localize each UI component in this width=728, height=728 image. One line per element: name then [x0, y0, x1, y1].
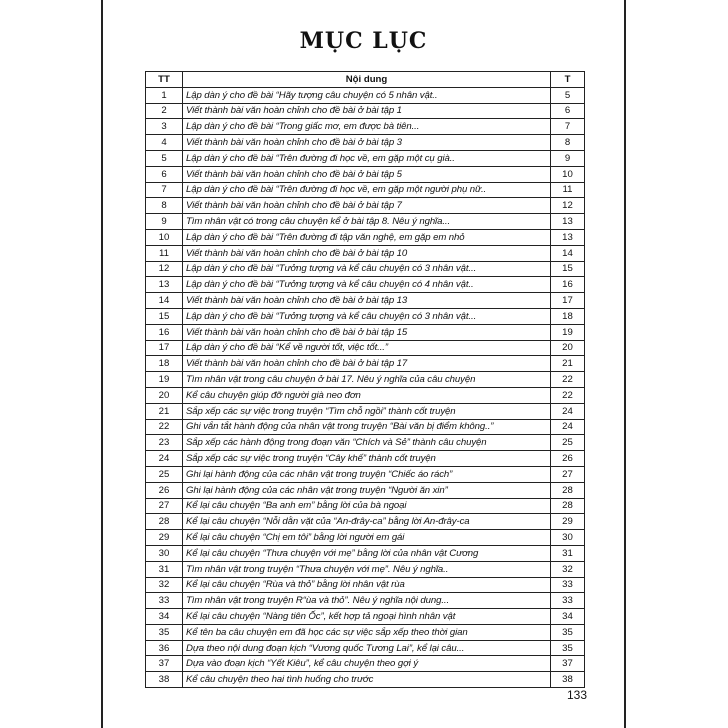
- row-page: 24: [551, 419, 585, 435]
- row-page: 31: [551, 545, 585, 561]
- row-page: 21: [551, 356, 585, 372]
- row-page: 19: [551, 324, 585, 340]
- row-content: Sắp xếp các sự việc trong truyện “Tìm chỗ ngồi” thành cốt truyện: [183, 403, 551, 419]
- row-page: 18: [551, 308, 585, 324]
- row-page: 22: [551, 372, 585, 388]
- row-number: 11: [146, 245, 183, 261]
- row-number: 4: [146, 135, 183, 151]
- row-number: 13: [146, 277, 183, 293]
- row-number: 32: [146, 577, 183, 593]
- row-page: 7: [551, 119, 585, 135]
- row-page: 8: [551, 135, 585, 151]
- header-content: Nội dung: [183, 72, 551, 88]
- row-content: Lập dàn ý cho đề bài “Trong giấc mơ, em được bà tiên...: [183, 119, 551, 135]
- row-number: 21: [146, 403, 183, 419]
- row-page: 33: [551, 577, 585, 593]
- row-content: Lập dàn ý cho đề bài “Hãy tượng câu chuyện có 5 nhân vật..: [183, 87, 551, 103]
- row-content: Tìm nhân vật có trong câu chuyện kể ở bài tập 8. Nêu ý nghĩa...: [183, 214, 551, 230]
- row-number: 8: [146, 198, 183, 214]
- row-page: 38: [551, 672, 585, 688]
- table-row: [146, 261, 585, 277]
- row-number: 22: [146, 419, 183, 435]
- row-content: Lập dàn ý cho đề bài “Kể về người tốt, việc tốt...”: [183, 340, 551, 356]
- row-number: 28: [146, 514, 183, 530]
- row-number: 19: [146, 372, 183, 388]
- row-page: 10: [551, 166, 585, 182]
- table-row: [146, 403, 585, 419]
- row-content: Dựa vào đoạn kịch “Yết Kiêu”, kể câu chuyện theo gợi ý: [183, 656, 551, 672]
- row-number: 12: [146, 261, 183, 277]
- row-page: 35: [551, 624, 585, 640]
- row-page: 16: [551, 277, 585, 293]
- table-row: [146, 482, 585, 498]
- row-page: 15: [551, 261, 585, 277]
- row-number: 34: [146, 609, 183, 625]
- row-number: 31: [146, 561, 183, 577]
- table-row: [146, 166, 585, 182]
- table-row: [146, 656, 585, 672]
- row-page: 25: [551, 435, 585, 451]
- row-page: 5: [551, 87, 585, 103]
- header-page: T: [551, 72, 585, 88]
- row-content: Sắp xếp các sự việc trong truyện “Cây khế” thành cốt truyện: [183, 451, 551, 467]
- row-number: 37: [146, 656, 183, 672]
- table-row: [146, 87, 585, 103]
- row-number: 30: [146, 545, 183, 561]
- row-number: 17: [146, 340, 183, 356]
- table-row: [146, 451, 585, 467]
- row-content: Tìm nhân vật trong câu chuyện ở bài 17. Nêu ý nghĩa của câu chuyện: [183, 372, 551, 388]
- table-body: [146, 87, 585, 687]
- row-page: 17: [551, 293, 585, 309]
- row-content: Ghi lại hành động của các nhân vật trong truyện “Người ăn xin”: [183, 482, 551, 498]
- row-page: 32: [551, 561, 585, 577]
- row-content: Tìm nhân vật trong truyện R“ùa và thỏ”. Nêu ý nghĩa nội dung...: [183, 593, 551, 609]
- row-content: Ghi vắn tắt hành động của nhân vật trong truyện “Bài văn bị điểm không..”: [183, 419, 551, 435]
- row-content: Viết thành bài văn hoàn chỉnh cho đề bài ở bài tập 3: [183, 135, 551, 151]
- row-number: 38: [146, 672, 183, 688]
- table-row: [146, 340, 585, 356]
- row-number: 15: [146, 308, 183, 324]
- row-content: Viết thành bài văn hoàn chỉnh cho đề bài ở bài tập 5: [183, 166, 551, 182]
- row-page: 33: [551, 593, 585, 609]
- row-number: 25: [146, 466, 183, 482]
- row-page: 30: [551, 530, 585, 546]
- table-row: [146, 293, 585, 309]
- table-row: [146, 640, 585, 656]
- row-number: 10: [146, 229, 183, 245]
- row-page: 13: [551, 214, 585, 230]
- row-number: 14: [146, 293, 183, 309]
- row-number: 16: [146, 324, 183, 340]
- row-page: 11: [551, 182, 585, 198]
- row-content: Lập dàn ý cho đề bài “Tưởng tượng và kể câu chuyện có 4 nhân vật..: [183, 277, 551, 293]
- row-page: 14: [551, 245, 585, 261]
- row-number: 29: [146, 530, 183, 546]
- table-row: [146, 119, 585, 135]
- table-row: [146, 277, 585, 293]
- row-number: 26: [146, 482, 183, 498]
- row-content: Kể câu chuyện giúp đỡ người già neo đơn: [183, 387, 551, 403]
- table-row: [146, 150, 585, 166]
- table-row: [146, 103, 585, 119]
- row-page: 9: [551, 150, 585, 166]
- table-row: [146, 135, 585, 151]
- row-page: 12: [551, 198, 585, 214]
- row-content: Lập dàn ý cho đề bài “Trên đường đi học về, em gặp một cụ già..: [183, 150, 551, 166]
- row-number: 35: [146, 624, 183, 640]
- row-number: 6: [146, 166, 183, 182]
- row-content: Tìm nhân vật trong truyện “Thưa chuyện với mẹ”. Nêu ý nghĩa..: [183, 561, 551, 577]
- row-page: 28: [551, 498, 585, 514]
- row-number: 33: [146, 593, 183, 609]
- table-row: [146, 356, 585, 372]
- row-content: Lập dàn ý cho đề bài “Trên đường đi học về, em gặp một người phụ nữ..: [183, 182, 551, 198]
- table-of-contents: [145, 71, 585, 688]
- row-content: Kể lại câu chuyện “Chị em tôi” bằng lời người em gái: [183, 530, 551, 546]
- header-number: TT: [146, 72, 183, 88]
- table-row: [146, 229, 585, 245]
- row-content: Kể tên ba câu chuyện em đã học các sự việc sắp xếp theo thời gian: [183, 624, 551, 640]
- table-row: [146, 214, 585, 230]
- row-content: Kể lại câu chuyện “Thưa chuyện với mẹ” bằng lời của nhân vật Cương: [183, 545, 551, 561]
- row-content: Kể lại câu chuyện “Rùa và thỏ” bằng lời nhân vật rùa: [183, 577, 551, 593]
- row-number: 20: [146, 387, 183, 403]
- row-page: 24: [551, 403, 585, 419]
- table-row: [146, 561, 585, 577]
- row-content: Kể lại câu chuyện “Ba anh em” bằng lời của bà ngoại: [183, 498, 551, 514]
- row-page: 37: [551, 656, 585, 672]
- row-page: 22: [551, 387, 585, 403]
- row-content: Sắp xếp các hành động trong đoạn văn “Chích và Sẻ” thành câu chuyện: [183, 435, 551, 451]
- row-number: 18: [146, 356, 183, 372]
- row-number: 1: [146, 87, 183, 103]
- row-number: 36: [146, 640, 183, 656]
- table-row: [146, 324, 585, 340]
- row-number: 24: [146, 451, 183, 467]
- table-row: [146, 182, 585, 198]
- row-number: 23: [146, 435, 183, 451]
- row-content: Lập dàn ý cho đề bài “Tưởng tượng và kể câu chuyện có 3 nhân vật...: [183, 261, 551, 277]
- table-row: [146, 498, 585, 514]
- row-content: Kể lại câu chuyện “Nàng tiên Ốc”, kết hợp tả ngoại hình nhân vật: [183, 609, 551, 625]
- row-content: Viết thành bài văn hoàn chỉnh cho đề bài ở bài tập 15: [183, 324, 551, 340]
- table-row: [146, 245, 585, 261]
- row-content: Lập dàn ý cho đề bài “Tưởng tượng và kể câu chuyện có 3 nhân vật...: [183, 308, 551, 324]
- row-number: 7: [146, 182, 183, 198]
- table-row: [146, 387, 585, 403]
- row-number: 9: [146, 214, 183, 230]
- table-row: [146, 672, 585, 688]
- row-page: 20: [551, 340, 585, 356]
- row-number: 5: [146, 150, 183, 166]
- row-page: 26: [551, 451, 585, 467]
- table-row: [146, 609, 585, 625]
- row-number: 27: [146, 498, 183, 514]
- row-number: 2: [146, 103, 183, 119]
- table-header-row: [146, 72, 585, 88]
- row-number: 3: [146, 119, 183, 135]
- row-content: Viết thành bài văn hoàn chỉnh cho đề bài ở bài tập 13: [183, 293, 551, 309]
- row-content: Dựa theo nội dung đoạn kịch “Vương quốc Tương Lai”, kể lại câu...: [183, 640, 551, 656]
- row-content: Viết thành bài văn hoàn chỉnh cho đề bài ở bài tập 7: [183, 198, 551, 214]
- table-row: [146, 514, 585, 530]
- row-page: 35: [551, 640, 585, 656]
- row-content: Lập dàn ý cho đề bài “Trên đường đi tập văn nghệ, em gặp em nhỏ: [183, 229, 551, 245]
- table-row: [146, 308, 585, 324]
- row-content: Kể lại câu chuyện “Nỗi dằn vặt của “An-đrây-ca” bằng lời An-đrây-ca: [183, 514, 551, 530]
- row-content: Ghi lại hành động của các nhân vật trong truyện “Chiếc áo rách”: [183, 466, 551, 482]
- table-row: [146, 577, 585, 593]
- row-content: Viết thành bài văn hoàn chỉnh cho đề bài ở bài tập 10: [183, 245, 551, 261]
- row-page: 27: [551, 466, 585, 482]
- row-page: 29: [551, 514, 585, 530]
- row-page: 34: [551, 609, 585, 625]
- page-title: MỤC LỤC: [299, 28, 428, 54]
- table-row: [146, 435, 585, 451]
- table-row: [146, 545, 585, 561]
- table-row: [146, 624, 585, 640]
- book-page: [101, 0, 626, 728]
- table-row: [146, 198, 585, 214]
- row-content: Viết thành bài văn hoàn chỉnh cho đề bài ở bài tập 17: [183, 356, 551, 372]
- table-row: [146, 530, 585, 546]
- table-row: [146, 466, 585, 482]
- row-content: Kể câu chuyện theo hai tình huống cho trước: [183, 672, 551, 688]
- row-page: 28: [551, 482, 585, 498]
- table-row: [146, 419, 585, 435]
- table-row: [146, 372, 585, 388]
- row-page: 6: [551, 103, 585, 119]
- page-number: 133: [567, 688, 588, 702]
- row-page: 13: [551, 229, 585, 245]
- row-content: Viết thành bài văn hoàn chỉnh cho đề bài ở bài tập 1: [183, 103, 551, 119]
- table-row: [146, 593, 585, 609]
